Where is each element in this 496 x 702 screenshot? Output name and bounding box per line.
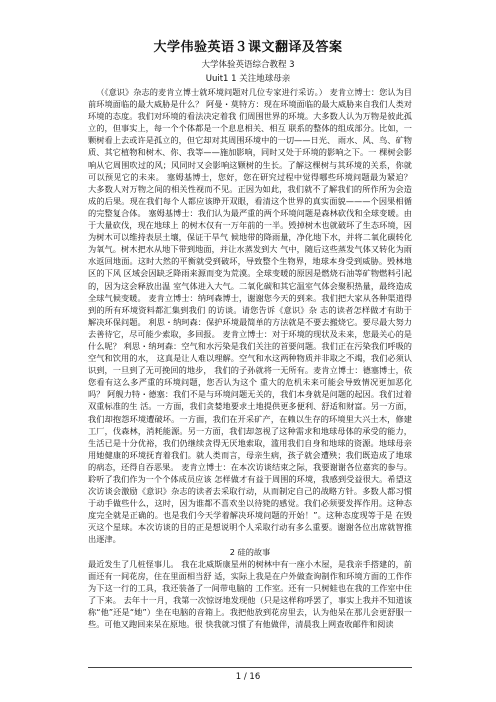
document-title: 大学伟验英语３课文翻译及答案	[153, 40, 343, 55]
section-heading: 2 硅的故事	[229, 546, 271, 557]
document-subtitle: 大学体验英语综合教程 3	[201, 60, 295, 70]
page-number: 1 / 16	[235, 672, 261, 682]
unit-heading: Uuit1 1 关注地球母亲	[205, 74, 291, 84]
paragraph: 最近发生了几桩怪事儿。 我在北威斯康星州的树林中有一座小木屋，是我亲手搭建的，前面还有一间花房，住在里面相当舒 适，实际上我是在户外做查询制作和环境方面的工作作为下这一行的工具，我还装备了一间带电脑的 工作室。还有一只树蛙也在我的工作室中住了下来。 去年十一月，我第一次惊讶地发现他（只是这样称呼罢了，事实上我并不知道该称“他”还是“她”）坐在电脑的音箱上。我把他放到花房里去，认为他呆在那儿会更舒服一些。可他又跑回来呆在原地。很 快我就习惯了有他做伴，清晨我上网查收邮件和阅读	[88, 558, 412, 630]
paragraph: （《意识》杂志的麦肯立博士就环境问题对几位专家进行采访。） 麦肯立博士：您认为目前环境面临的最大威胁是什么？ 阿曼・莫特方：现在环境面临的最大威胁来自我们人类对环境的态度。我们对环境的看法决定着我 们周围世界的环境。大多数人认为万物是彼此孤立的，但事实上，每一个个体都是一个息息相关、相互 联系的整体的组成部分。比如，一颗树看上去或许是孤立的，但它却对其周围环境中的一切——日光、 雨水、风、鸟、矿物质、其它植物和树木、你、我等——施加影响，同时又处于环境的影响之下。一 棵树会影响从它周围吹过的风；风同时又会影响这颗树的生长。了解这棵树与其环境的关系，你就可以预见它的未来。 塞姆基博士，您好，您在研究过程中觉得哪些环境问题最为紧迫？ 大多数人对万物之间的相关性视而不见。正因为如此，我们就不了解我们的所作所为会造成的后果。现在我们每个人都应该睁开双眼，看清这个世界的真实面貌———个因果相循的完整复合体。 塞姆基博士：我们认为最严重的两个环境问题是森林砍伐和全球变暖。由于大量砍伐，现在地球上 的树木仅有一万年前的一半。毁掉树木也就破坏了生态环境，因为树木可以维持表层土壤，保证干旱气 候地带的降雨量，净化地下水，并将二氧化碳转化为氧气。树木把水从地下带到地面，并让水蒸发到大 气中，随后这些蒸发气体又转化为雨水返回地面。这时大然的平衡就受到破坏，导致整个生物界，地球本身受到威胁。毁林地区的下风 区域会因缺乏降雨来源而变为荒漠。全球变暖的原因是燃烧石油等矿物燃料引起的，因为这会释放出温 室气体进入大气。二氧化碳和其它温室气体会聚积热量，最终造成全球气候变暖。 麦肯立博士：纳珂森博士，谢谢您今天的到来。我们把大家从各种渠道得到的所有环境资料都汇集到我们 的访谈。请您告诉《意识》杂 志的读者怎样做才有助于解决环保问题。 利思・纳珂森：保护环境最简单的方法就是不要去搬烧它。要尽最大努力去善待它，尽可能少索取，多回报。 麦肯立博士：对于环境的现状及未来，您最关心的是什么呢？ 利思・纳珂森：空气和水污染是我们关注的首要问题。我们正在污染我们呼吸的空气和饮用的水， 这真是让人难以理解。空气和水这两种物质并非取之不竭，我们必须认识到，一旦到了无可挽回的地步， 我们的子孙就将一无所有。麦肯立博士：德塞博士，依您看有这么多严重的环境问题，您否认为这个 重大的危机未来可能会导致情况更加恶化吗？ 阿舰力特・德塞：我们不是与环境问题无关的，我们本身就是问题的起因。我们过着双重标准的生 活。一方面，我们贪婪地要求土地提供更多便利、舒适和财富。另一方面，我们却抱怨环境遭破坏。一方面，我们在开采矿产，在赖以生存的环境里大兴土木，修建工厂，伐森林，消耗能源。另一方面，我们却忽视了这种需求和地球母体的承受的能力，生活已是十分优裕，我们仍继续贪得无厌地索取，滥用我们自身和地球的资源。地球母亲用她健康的环境抚育着我们。就人类而言，母亲生病，孩子就会遭殃；我们既造成了地球的病态，还得自吞恶果。 麦肯立博士：在本次访谈结束之际，我要谢谢各位嘉宾的参与。聆听了我们作为一个个体成员应该 怎样做才有益于周围的环境，我感到受益很大。希望这次访谈会激励《意识》杂志的读者去采取行动，从而制定自己的战略方针。多数人都习惯于动手做些什么，这时，因为谁都不喜欢坐以待毙的感觉。我们必须要发挥作用。这种态度完全就是正确的。也是我们今天学着解决环境问题的开始！”。这种态度现等于是 在毁灭这个星球。本次访谈的目的正是想说明个人采取行动有多么重要。谢谢各位出席就智推出逐津。	[88, 87, 412, 545]
body-text	[88, 86, 412, 630]
footer-divider	[88, 667, 412, 668]
